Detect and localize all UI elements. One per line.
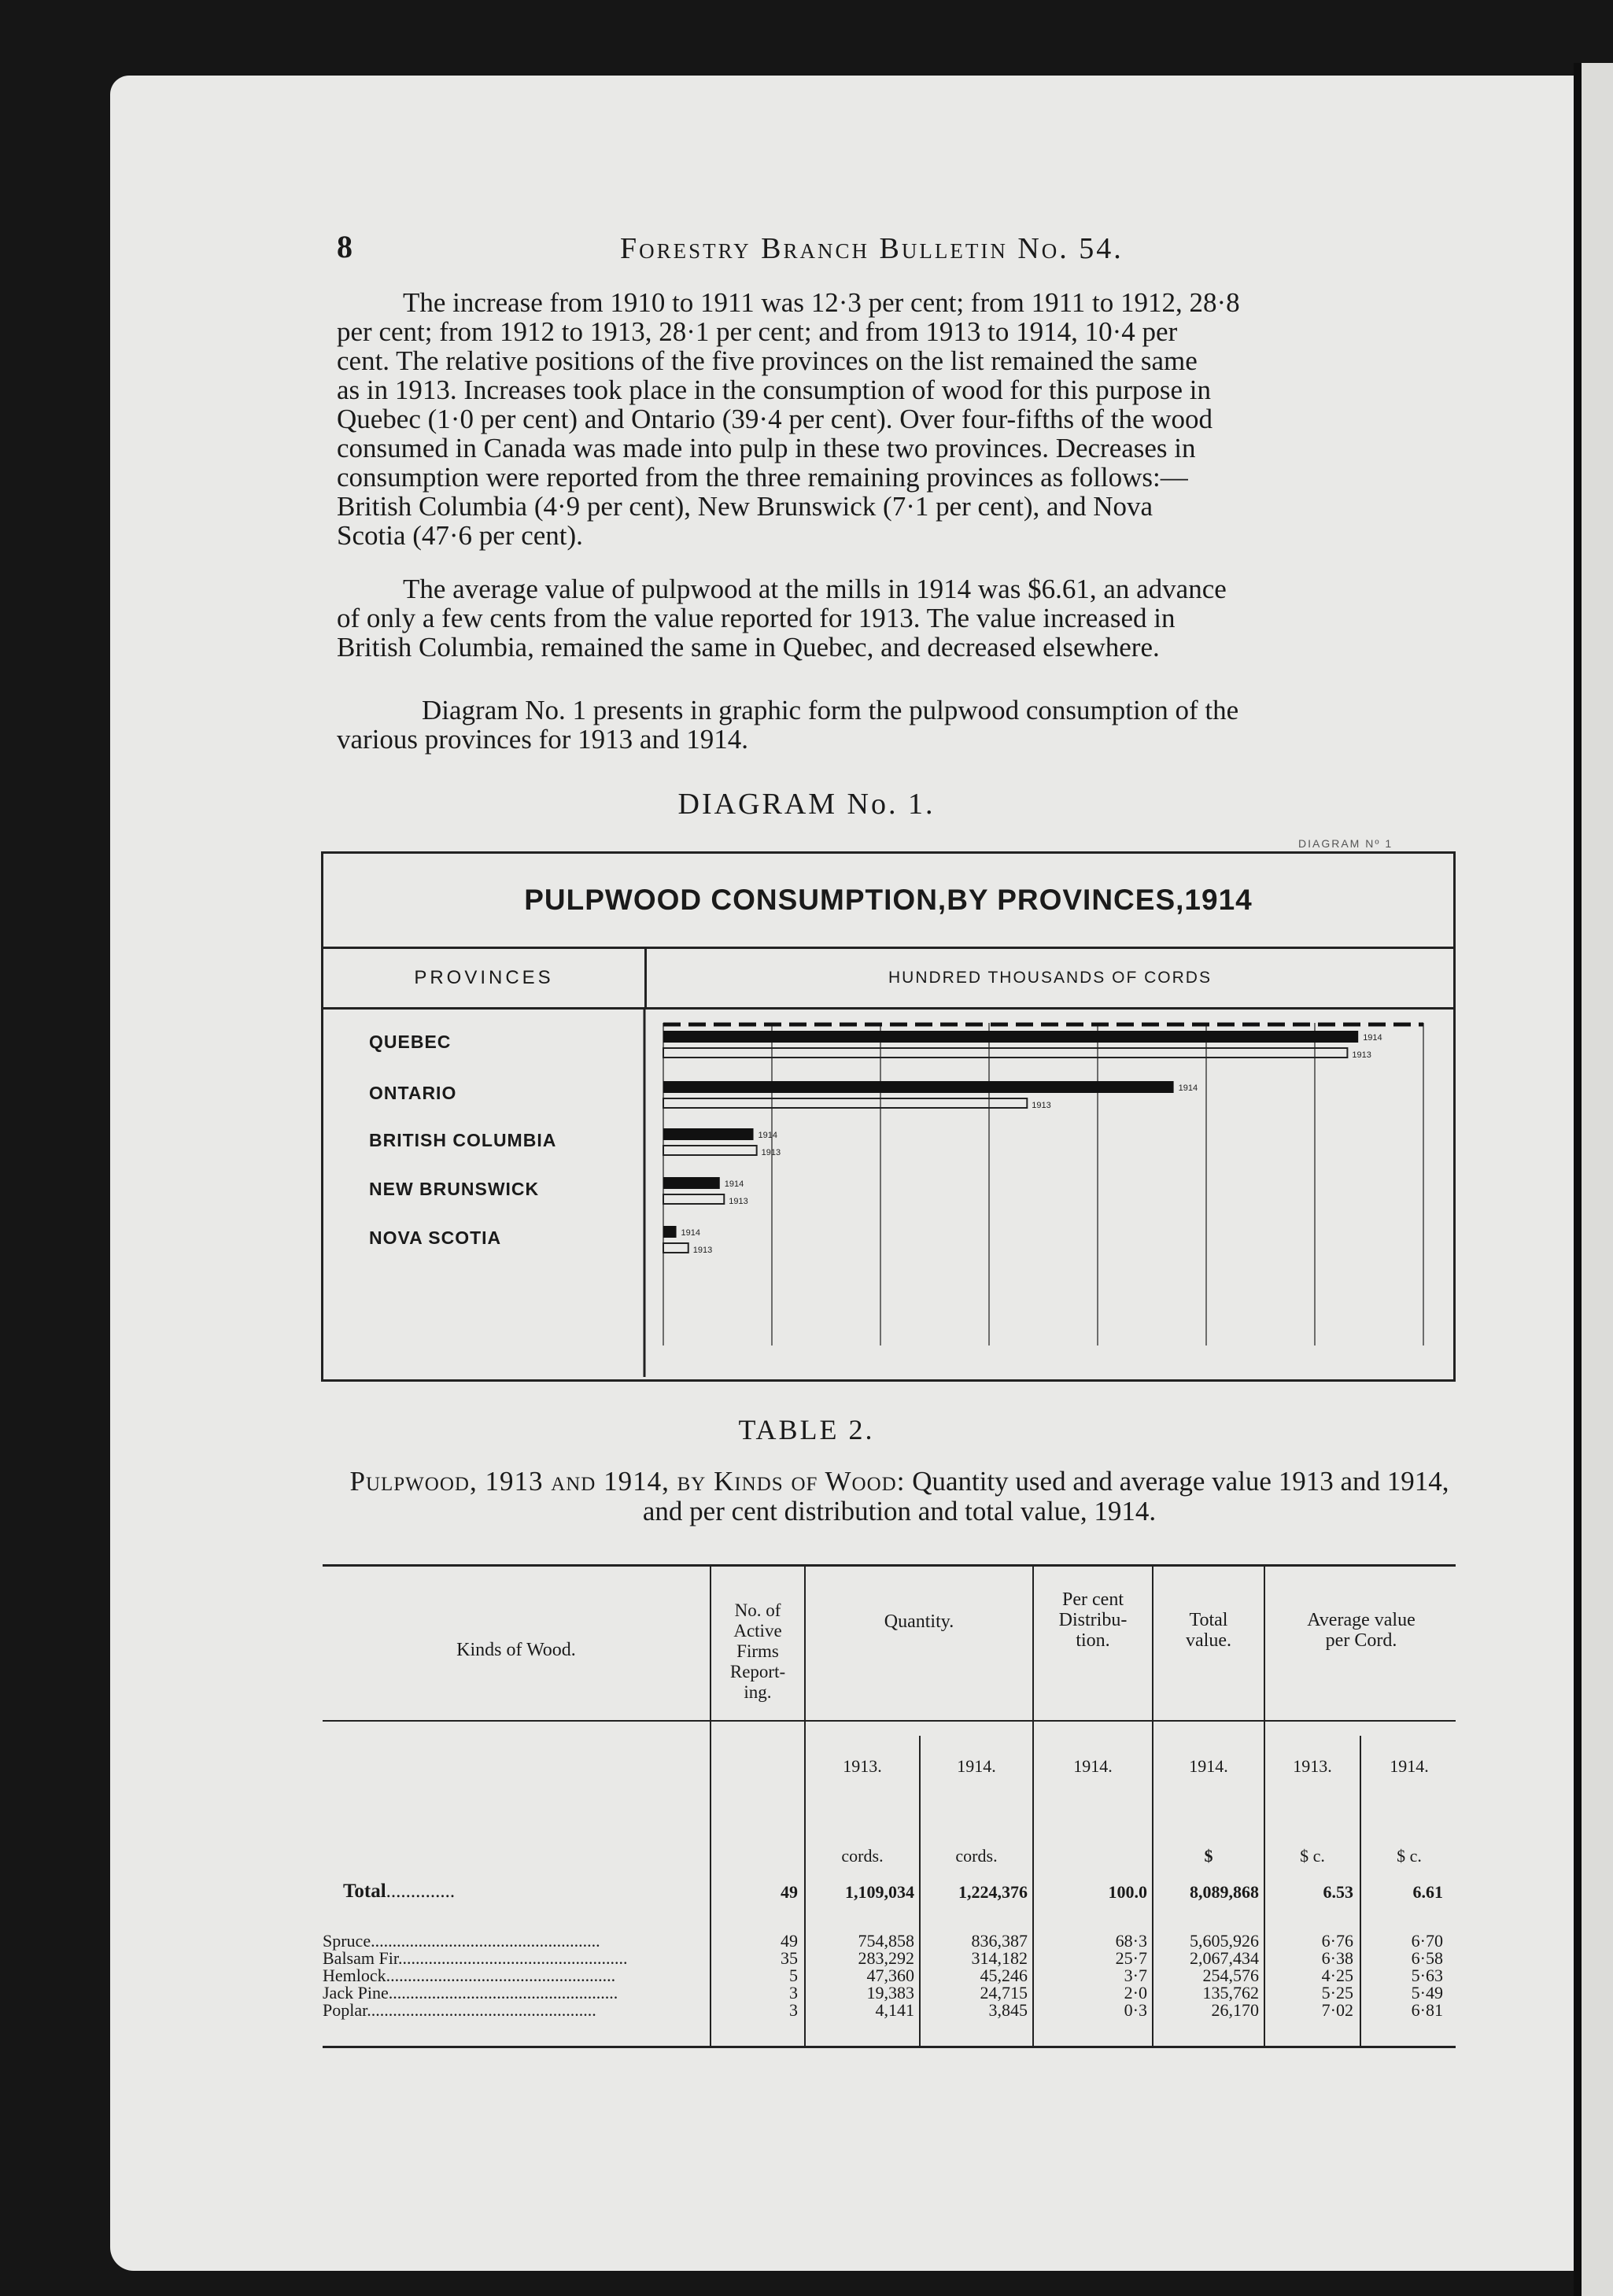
- diagram-title: PULPWOOD CONSUMPTION,BY PROVINCES,1914: [323, 854, 1453, 949]
- table-cell-a1913: 4·25: [1321, 1966, 1353, 1985]
- bar-label-1914: 1914: [681, 1228, 701, 1238]
- province-label: QUEBEC: [369, 1032, 452, 1052]
- paragraph-line: per cent; from 1912 to 1913, 28·1 per cent; and from 1913 to 1914, 10·4 per: [337, 316, 1178, 347]
- table-cell-value: 135,762: [1202, 1983, 1259, 2003]
- paragraph-line: consumed in Canada was made into pulp in these two provinces. Decreases in: [337, 433, 1196, 463]
- header-firms: [711, 1600, 804, 1703]
- dot-leader: .....................................................: [367, 2000, 596, 2020]
- table-cell-q1913: 754,858: [858, 1931, 914, 1951]
- unit-dollars-cents-1914: $ c.: [1397, 1846, 1422, 1866]
- dot-leader: .....................................................: [397, 1948, 628, 1968]
- bar-1914: [663, 1081, 1174, 1093]
- dot-leader: .....................................................: [371, 1931, 600, 1951]
- unit-dollars: $: [1204, 1846, 1213, 1866]
- table-cell-a1914: 5·49: [1411, 1983, 1443, 2003]
- table-cell-firms: 49: [781, 1931, 798, 1951]
- table-cell-q1913: 4,141: [875, 2000, 914, 2020]
- bar-label-1913: 1913: [692, 1246, 713, 1255]
- header-average-value: [1265, 1610, 1457, 1651]
- table-cell-a1913: 6·38: [1321, 1948, 1353, 1968]
- table-cell-q1914: 24,715: [980, 1983, 1028, 2003]
- diagram-header-row: [323, 949, 1453, 1010]
- table-cell-a1914: 5·63: [1411, 1966, 1443, 1985]
- dot-leader: .....................................................: [388, 1983, 618, 2003]
- dot-leader: ..............: [386, 1881, 456, 1902]
- header-percent-line: Distribu-: [1058, 1610, 1128, 1630]
- paragraph-line: Scotia (47·6 per cent).: [337, 520, 583, 551]
- table-row-kind: [323, 2000, 700, 2021]
- page-number: 8: [337, 229, 352, 264]
- header-total-line: Total: [1189, 1610, 1228, 1630]
- bar-1913: [663, 1098, 1027, 1108]
- bar-label-1914: 1914: [1363, 1033, 1382, 1043]
- table-cell-pct: 3·7: [1124, 1966, 1147, 1985]
- header-percent-line: tion.: [1076, 1630, 1110, 1651]
- diagram-frame: [321, 851, 1456, 1382]
- kind-name: Hemlock: [323, 1966, 386, 1985]
- kind-name: Spruce: [323, 1931, 371, 1951]
- table-cell-pct: 0·3: [1124, 2000, 1147, 2020]
- table-cell-q1914: 3,845: [988, 2000, 1028, 2020]
- bar-1914: [663, 1177, 720, 1189]
- bar-label-1913: 1913: [729, 1197, 748, 1206]
- header-firms-line: No. of: [734, 1600, 781, 1620]
- table-title: [337, 1467, 1462, 1526]
- bar-1913: [663, 1048, 1347, 1058]
- table-cell-value: 254,576: [1202, 1966, 1259, 1985]
- provinces-header: PROVINCES: [323, 949, 647, 1007]
- header-kinds: Kinds of Wood.: [456, 1640, 576, 1660]
- paragraph-line: various provinces for 1913 and 1914.: [337, 724, 748, 755]
- header-percent-line: Per cent: [1062, 1589, 1124, 1610]
- table-cell-a1914: 6·81: [1411, 2000, 1443, 2020]
- header-quantity: Quantity.: [884, 1611, 954, 1632]
- unit-dollars-cents-1913: $ c.: [1300, 1846, 1325, 1866]
- bar-label-1914: 1914: [724, 1179, 744, 1189]
- unit-cords-1913: cords.: [841, 1846, 884, 1866]
- header-avg-line: Average value: [1307, 1610, 1416, 1630]
- table-header-rule: [323, 1720, 1456, 1722]
- bar-1913: [663, 1243, 688, 1253]
- table-top-rule: [323, 1564, 1456, 1567]
- bar-1914: [663, 1226, 677, 1238]
- year-pct: 1914.: [1073, 1756, 1113, 1776]
- paragraph-line: The average value of pulpwood at the mills in 1914 was $6.61, an advance: [403, 574, 1227, 604]
- total-q1914: 1,224,376: [958, 1882, 1028, 1902]
- table-cell-q1913: 283,292: [858, 1948, 914, 1968]
- paragraph-diagram-intro: [337, 696, 1462, 754]
- running-head: Forestry Branch Bulletin No. 54.: [620, 232, 1124, 265]
- table-cell-a1914: 6·58: [1411, 1948, 1443, 1968]
- kind-name: Poplar: [323, 2000, 367, 2020]
- paragraph-line: Diagram No. 1 presents in graphic form the pulpwood consumption of the: [422, 695, 1239, 725]
- dot-leader: .....................................................: [386, 1966, 616, 1985]
- kind-name: Balsam Fir: [323, 1948, 398, 1968]
- bar-label-1914: 1914: [758, 1131, 778, 1140]
- table-title-rest: Quantity used and average value 1913 and 1914, and per cent distribution and total value, 1914.: [642, 1466, 1449, 1526]
- table-title-smallcaps: Pulpwood, 1913 and 1914, by Kinds of Wood:: [349, 1466, 906, 1497]
- table-cell-value: 26,170: [1211, 2000, 1259, 2020]
- bar-1913: [663, 1146, 757, 1155]
- diagram-caption: DIAGRAM No. 1.: [677, 788, 936, 821]
- table-cell-firms: 5: [789, 1966, 798, 1985]
- paragraph-line: The increase from 1910 to 1911 was 12·3 per cent; from 1911 to 1912, 28·8: [403, 287, 1240, 318]
- paragraph-increase: [337, 288, 1462, 550]
- table-cell-value: 5,605,926: [1190, 1931, 1259, 1951]
- bar-1914: [663, 1128, 754, 1140]
- year-q1914: 1914.: [957, 1756, 996, 1776]
- facing-page-edge: [1582, 63, 1613, 2296]
- province-label: NOVA SCOTIA: [369, 1227, 502, 1248]
- table-kinds-of-wood: [323, 1564, 1464, 2052]
- paragraph-line: consumption were reported from the three remaining provinces as follows:—: [337, 462, 1188, 493]
- unit-cords-1914: cords.: [955, 1846, 998, 1866]
- table-cell-pct: 25·7: [1115, 1948, 1147, 1968]
- table-cell-pct: 2·0: [1124, 1983, 1147, 2003]
- paragraph-line: as in 1913. Increases took place in the consumption of wood for this purpose in: [337, 375, 1212, 405]
- table-cell-q1914: 314,182: [971, 1948, 1028, 1968]
- table-cell-value: 2,067,434: [1190, 1948, 1259, 1968]
- bar-chart: [323, 1007, 1453, 1377]
- total-label: [343, 1881, 455, 1903]
- paragraph-line: British Columbia (4·9 per cent), New Brunswick (7·1 per cent), and Nova: [337, 491, 1153, 522]
- table-cell-firms: 3: [789, 2000, 798, 2020]
- year-q1913: 1913.: [843, 1756, 882, 1776]
- header-firms-line: Firms: [736, 1641, 779, 1661]
- table-cell-q1914: 45,246: [980, 1966, 1028, 1985]
- paragraph-average-value: [337, 574, 1462, 662]
- table-cell-q1914: 836,387: [971, 1931, 1028, 1951]
- table-cell-q1913: 47,360: [866, 1966, 914, 1985]
- table-cell-a1913: 5·25: [1321, 1983, 1353, 2003]
- total-value: 8,089,868: [1190, 1882, 1259, 1902]
- total-q1913: 1,109,034: [845, 1882, 914, 1902]
- total-a1913: 6.53: [1323, 1882, 1353, 1902]
- bar-label-1913: 1913: [1352, 1050, 1371, 1060]
- header-percent: [1034, 1589, 1152, 1651]
- bar-label-1913: 1913: [761, 1148, 781, 1157]
- province-label: NEW BRUNSWICK: [369, 1179, 540, 1199]
- table-cell-pct: 68·3: [1115, 1931, 1147, 1951]
- year-a1914: 1914.: [1390, 1756, 1429, 1776]
- paragraph-line: of only a few cents from the value reported for 1913. The value increased in: [337, 603, 1176, 633]
- table-cell-a1913: 6·76: [1321, 1931, 1353, 1951]
- total-a1914: 6.61: [1412, 1882, 1443, 1902]
- paragraph-line: Quebec (1·0 per cent) and Ontario (39·4 per cent). Over four-fifths of the wood: [337, 404, 1213, 434]
- paragraph-line: cent. The relative positions of the five provinces on the list remained the same: [337, 345, 1198, 376]
- year-a1913: 1913.: [1293, 1756, 1332, 1776]
- table-caption: TABLE 2.: [738, 1414, 875, 1445]
- bar-1914: [663, 1031, 1358, 1043]
- diagram-corner-note: DIAGRAM Nº 1: [1298, 837, 1393, 850]
- bar-1913: [663, 1194, 724, 1204]
- year-value: 1914.: [1189, 1756, 1228, 1776]
- total-firms: 49: [781, 1882, 798, 1902]
- header-firms-line: Active: [733, 1621, 782, 1641]
- bar-label-1913: 1913: [1032, 1101, 1051, 1110]
- table-cell-a1913: 7·02: [1321, 2000, 1353, 2020]
- table-cell-q1913: 19,383: [866, 1983, 914, 2003]
- table-cell-firms: 35: [781, 1948, 798, 1968]
- header-total-value: [1153, 1610, 1264, 1651]
- header-firms-line: Report-: [729, 1662, 786, 1681]
- units-header: HUNDRED THOUSANDS OF CORDS: [888, 969, 1212, 987]
- bar-label-1914: 1914: [1178, 1083, 1198, 1093]
- table-bottom-rule: [323, 2046, 1456, 2048]
- total-label-text: Total: [343, 1881, 386, 1902]
- kind-name: Jack Pine: [323, 1983, 389, 2003]
- province-label: BRITISH COLUMBIA: [369, 1130, 557, 1150]
- province-label: ONTARIO: [369, 1083, 457, 1103]
- table-cell-a1914: 6·70: [1411, 1931, 1443, 1951]
- table-cell-firms: 3: [789, 1983, 798, 2003]
- header-avg-line: per Cord.: [1325, 1630, 1397, 1651]
- paragraph-line: British Columbia, remained the same in Quebec, and decreased elsewhere.: [337, 632, 1160, 663]
- total-pct: 100.0: [1108, 1882, 1147, 1902]
- header-total-line: value.: [1186, 1630, 1231, 1651]
- header-firms-line: ing.: [744, 1682, 772, 1702]
